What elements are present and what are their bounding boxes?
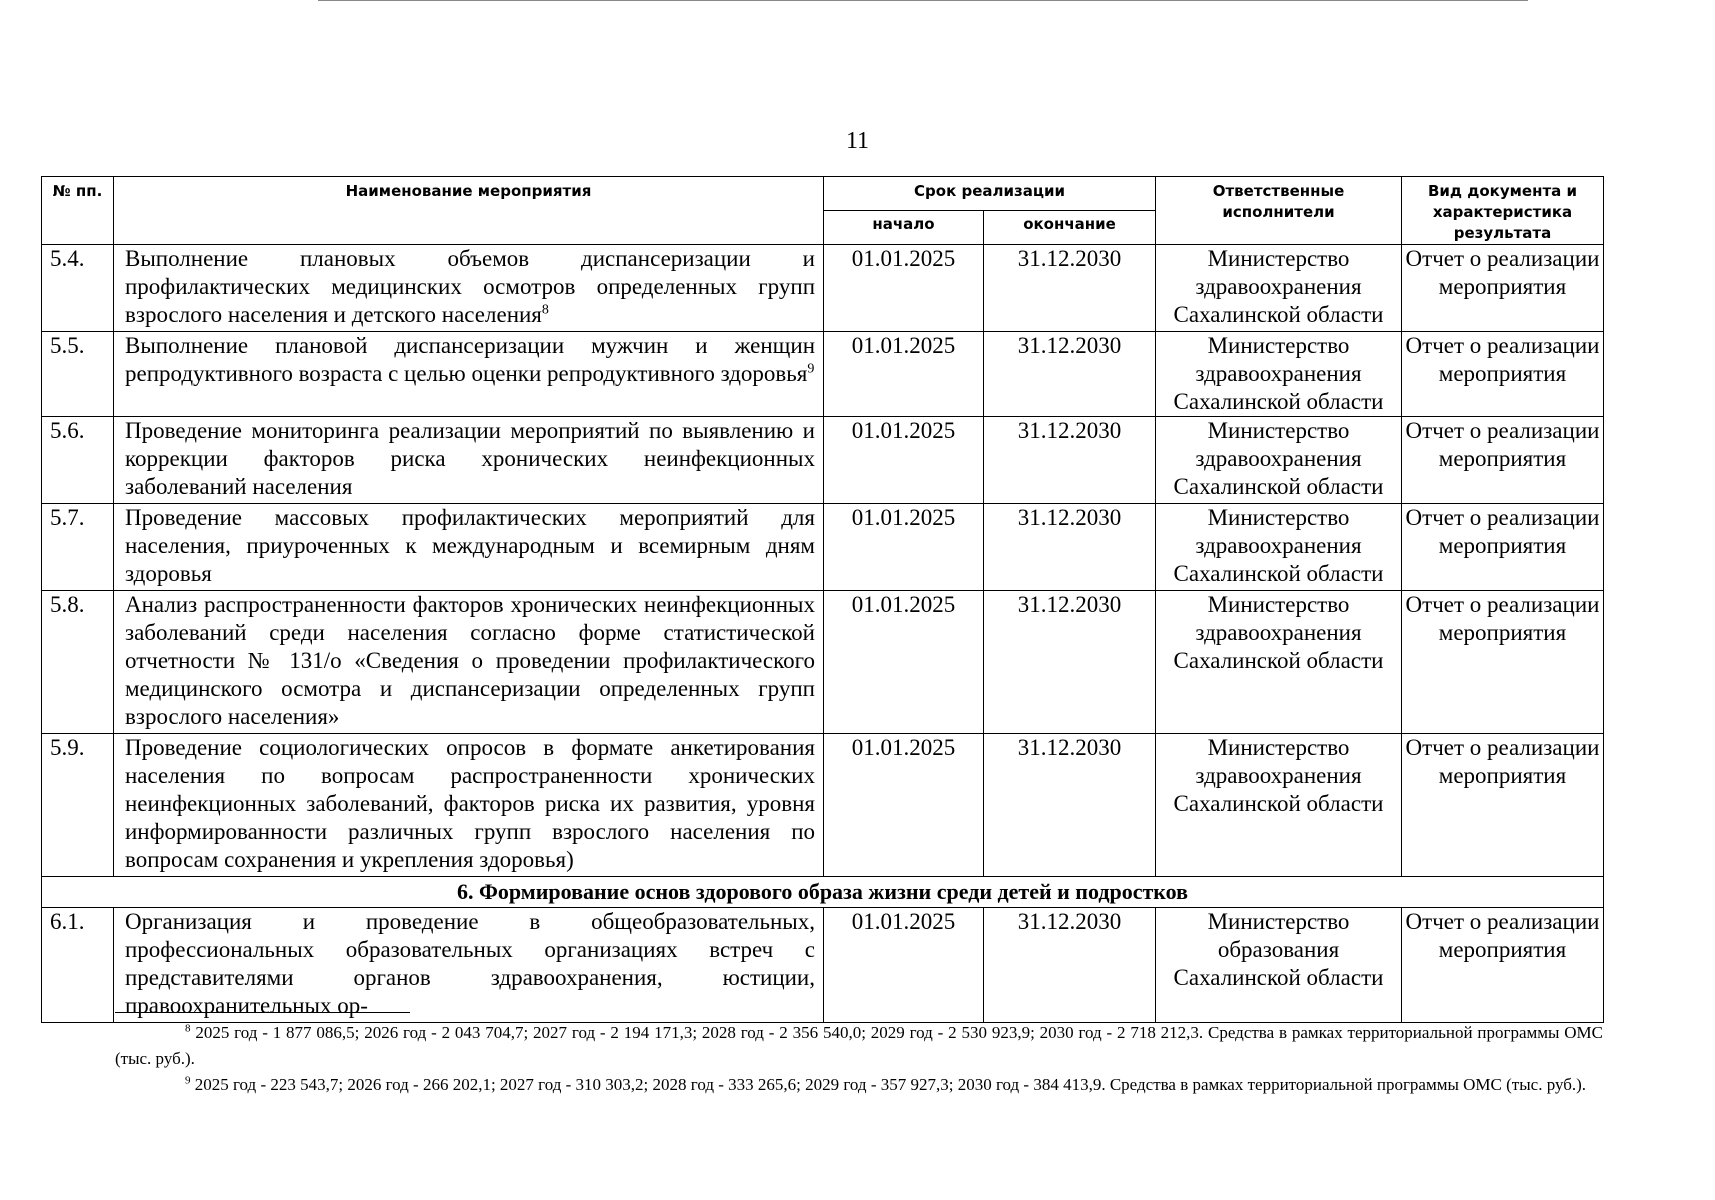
responsible-executor: Министерство здравоохранения Сахалинской области: [1156, 591, 1402, 734]
end-date: 31.12.2030: [984, 591, 1156, 734]
row-number: 5.8.: [42, 591, 114, 734]
footnote-mark: 9: [185, 1074, 191, 1087]
row-number: 5.9.: [42, 734, 114, 877]
activity-name-text: Организация и проведение в общеобразовательных, профессиональных образовательных организациях встреч с представителями органов здравоохранения, юстиции, правоохранительных ор-: [125, 909, 815, 1018]
page-number: 11: [845, 128, 870, 154]
table-row: [42, 417, 1604, 504]
responsible-executor: Министерство образования Сахалинской области: [1156, 908, 1402, 1023]
row-number: 5.7.: [42, 504, 114, 591]
activity-name-text: Анализ распространенности факторов хронических неинфекционных заболеваний среди населения согласно форме статистической отчетности № 131/о «Сведения о проведении профилактического медицинского осмотра и диспансеризации определенных групп взрослого населения»: [125, 592, 815, 729]
end-date: 31.12.2030: [984, 504, 1156, 591]
responsible-executor: Министерство здравоохранения Сахалинской области: [1156, 332, 1402, 417]
activity-name-text: Проведение массовых профилактических мероприятий для населения, приуроченных к международным и всемирным дням здоровья: [125, 505, 815, 586]
activity-name-text: Проведение социологических опросов в формате анкетирования населения по вопросам распространенности хронических неинфекционных заболеваний, факторов риска их развития, уровня информированности различных групп взрослого населения по вопросам сохранения и укрепления здоровья): [125, 735, 815, 872]
table-row: [42, 504, 1604, 591]
start-date: 01.01.2025: [824, 245, 984, 332]
end-date: 31.12.2030: [984, 332, 1156, 417]
responsible-executor: Министерство здравоохранения Сахалинской области: [1156, 417, 1402, 504]
start-date: 01.01.2025: [824, 332, 984, 417]
header-name: Наименование мероприятия: [114, 177, 824, 245]
start-date: 01.01.2025: [824, 908, 984, 1023]
responsible-executor: Министерство здравоохранения Сахалинской области: [1156, 734, 1402, 877]
activity-name: [114, 504, 824, 591]
start-date: 01.01.2025: [824, 591, 984, 734]
start-date: 01.01.2025: [824, 504, 984, 591]
header-doc: Вид документа и характеристика результата: [1402, 177, 1604, 245]
footnote: [115, 1072, 1603, 1098]
table-body-section-5: [42, 245, 1604, 877]
row-number: 5.4.: [42, 245, 114, 332]
activity-name: [114, 908, 824, 1023]
header-start: начало: [824, 211, 984, 245]
responsible-executor: Министерство здравоохранения Сахалинской области: [1156, 245, 1402, 332]
start-date: 01.01.2025: [824, 734, 984, 877]
header-exec: Ответственные исполнители: [1156, 177, 1402, 245]
top-rule: [318, 0, 1528, 1]
table-row: [42, 332, 1604, 417]
table-row: [42, 245, 1604, 332]
header-num: № пп.: [42, 177, 114, 245]
start-date: 01.01.2025: [824, 417, 984, 504]
activity-name: [114, 417, 824, 504]
footnote-text: 2025 год - 223 543,7; 2026 год - 266 202,1; 2027 год - 310 303,2; 2028 год - 333 265,6; 2029 год - 357 927,3; 2030 год - 384 413,9. Средства в рамках территориальной программы ОМС (тыс. руб.).: [190, 1075, 1587, 1094]
result-document: Отчет о реализации мероприятия: [1402, 417, 1604, 504]
footnote-ref: 8: [541, 302, 549, 318]
footnote-mark: 8: [185, 1022, 191, 1035]
responsible-executor: Министерство здравоохранения Сахалинской области: [1156, 504, 1402, 591]
activity-name-text: Выполнение плановой диспансеризации мужчин и женщин репродуктивного возраста с целью оценки репродуктивного здоровья: [125, 333, 815, 386]
footnote: [115, 1020, 1603, 1072]
result-document: Отчет о реализации мероприятия: [1402, 332, 1604, 417]
result-document: Отчет о реализации мероприятия: [1402, 504, 1604, 591]
row-number: 6.1.: [42, 908, 114, 1023]
end-date: 31.12.2030: [984, 734, 1156, 877]
activity-name: [114, 245, 824, 332]
result-document: Отчет о реализации мероприятия: [1402, 591, 1604, 734]
footnote-ref: 9: [807, 361, 815, 377]
footnote-text: 2025 год - 1 877 086,5; 2026 год - 2 043 704,7; 2027 год - 2 194 171,3; 2028 год - 2 356 540,0; 2029 год - 2 530 923,9; 2030 год - 2 718 212,3. Средства в рамках территориальной программы ОМС (тыс. руб.).: [115, 1023, 1603, 1068]
section-title: 6. Формирование основ здорового образа жизни среди детей и подростков: [42, 877, 1604, 908]
row-number: 5.6.: [42, 417, 114, 504]
result-document: Отчет о реализации мероприятия: [1402, 245, 1604, 332]
header-period: Срок реализации: [824, 177, 1156, 211]
header-end: окончание: [984, 211, 1156, 245]
activity-name: [114, 332, 824, 417]
end-date: 31.12.2030: [984, 417, 1156, 504]
end-date: 31.12.2030: [984, 908, 1156, 1023]
table-row: [42, 734, 1604, 877]
activity-name-text: Проведение мониторинга реализации мероприятий по выявлению и коррекции факторов риска хронических неинфекционных заболеваний населения: [125, 418, 815, 499]
table-body-section-6-title: [42, 877, 1604, 908]
table-row: [42, 908, 1604, 1023]
activity-name: [114, 591, 824, 734]
end-date: 31.12.2030: [984, 245, 1156, 332]
row-number: 5.5.: [42, 332, 114, 417]
activity-name: [114, 734, 824, 877]
activity-name-text: Выполнение плановых объемов диспансеризации и профилактических медицинских осмотров определенных групп взрослого населения и детского населения: [125, 246, 815, 327]
result-document: Отчет о реализации мероприятия: [1402, 734, 1604, 877]
activities-table: [41, 176, 1604, 1023]
table-body-section-6: [42, 908, 1604, 1023]
table-row: [42, 591, 1604, 734]
footnotes: [115, 1020, 1603, 1098]
result-document: Отчет о реализации мероприятия: [1402, 908, 1604, 1023]
footnote-separator: [115, 1012, 410, 1013]
